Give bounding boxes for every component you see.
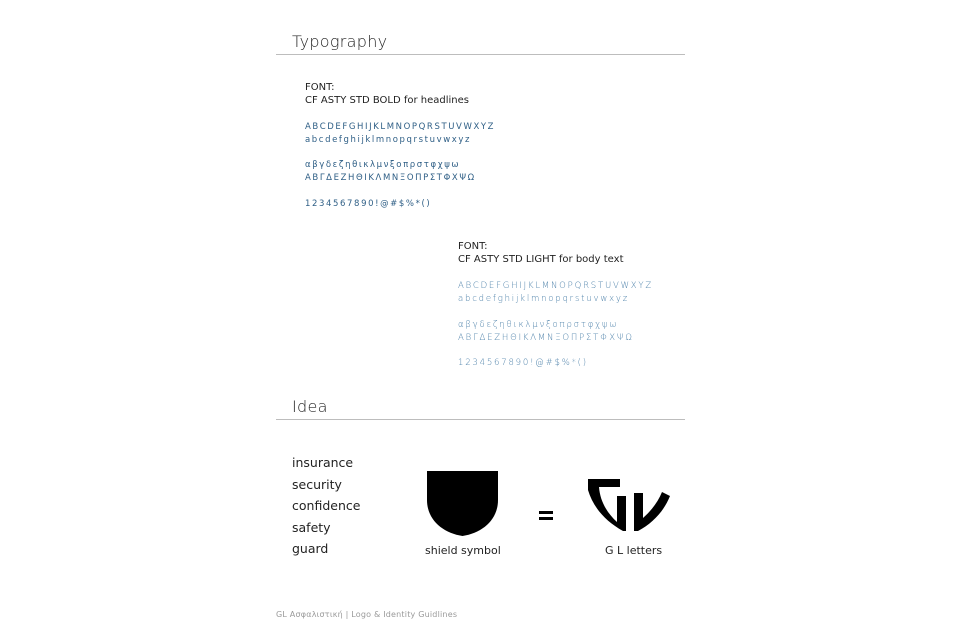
bold-font-name: CF ASTY STD BOLD for headlines <box>305 95 469 106</box>
bold-font-block <box>305 81 469 107</box>
light-font-greek <box>458 319 634 345</box>
bold-font-greek <box>305 159 476 185</box>
idea-title: Idea <box>292 397 328 416</box>
idea-word: insurance <box>292 455 354 470</box>
light-lower-latin: abcdefghijklmnopqrstuvwxyz <box>458 294 629 304</box>
bold-font-numbers-wrap <box>305 198 431 211</box>
light-font-label: FONT: <box>458 241 488 252</box>
bold-upper-latin: ABCDEFGHIJKLMNOPQRSTUVWXYZ <box>305 122 496 132</box>
bold-lower-greek: αβγδεζηθικλμνξοπρστφχψω <box>305 160 461 170</box>
bold-lower-latin: abcdefghijklmnopqrstuvwxyz <box>305 135 472 145</box>
shield-caption: shield symbol <box>425 544 501 557</box>
page-footer: GL Ασφαλιστική | Logo & Identity Guidlines <box>276 610 458 619</box>
idea-word-list <box>292 452 360 560</box>
bold-numbers: 1234567890!@#$%*() <box>305 199 432 209</box>
light-font-name: CF ASTY STD LIGHT for body text <box>458 254 624 265</box>
idea-word: safety <box>292 519 331 535</box>
bold-font-label: FONT: <box>305 82 335 93</box>
bold-font-latin <box>305 121 495 147</box>
bold-upper-greek: ΑΒΓΔΕΖΗΘΙΚΛΜΝΞΟΠΡΣΤΦΧΨΩ <box>305 173 476 183</box>
idea-word: security <box>292 476 342 492</box>
light-upper-greek: ΑΒΓΔΕΖΗΘΙΚΛΜΝΞΟΠΡΣΤΦΧΨΩ <box>458 333 634 343</box>
shield-icon <box>426 470 499 537</box>
gl-letters-icon <box>587 477 671 532</box>
typography-title: Typography <box>292 32 388 51</box>
idea-word: guard <box>292 541 329 556</box>
idea-divider <box>276 419 685 420</box>
light-lower-greek: αβγδεζηθικλμνξοπρστφχψω <box>458 320 619 330</box>
light-font-numbers-wrap <box>458 357 588 370</box>
light-numbers: 1234567890!@#$%*() <box>458 358 588 368</box>
light-font-block <box>458 240 623 266</box>
light-upper-latin: ABCDEFGHIJKLMNOPQRSTUVWXYZ <box>458 281 654 291</box>
letters-caption: G L letters <box>605 544 663 557</box>
light-font-latin <box>458 280 653 306</box>
equals-icon <box>539 511 553 520</box>
idea-word: confidence <box>292 498 361 513</box>
typography-divider <box>276 54 685 55</box>
